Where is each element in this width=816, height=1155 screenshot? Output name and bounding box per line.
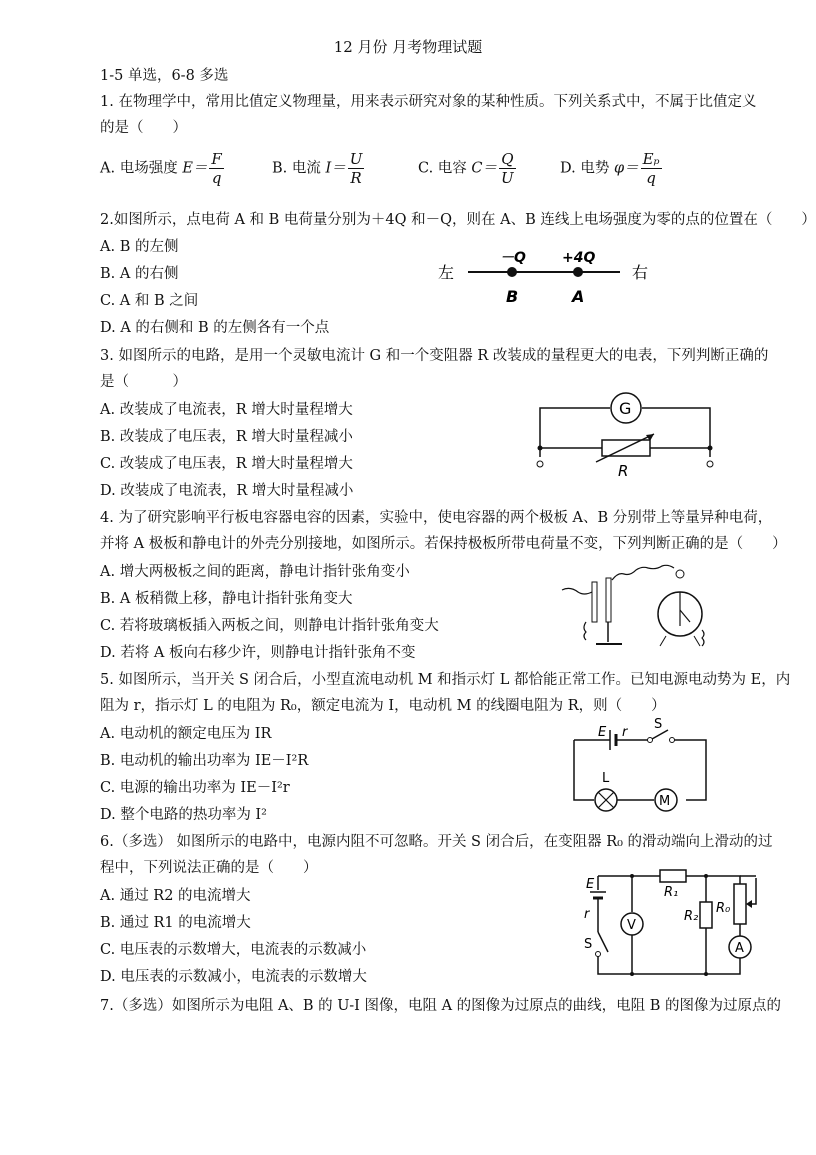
- q4-capacitor-apparatus-figure: [556, 560, 716, 650]
- page-title: 12 月份 月考物理试题: [333, 38, 483, 56]
- q1-option-b-frac: [348, 150, 365, 187]
- q1-option-b-label: B. 电流: [272, 160, 321, 177]
- q6-wire-top-right: [686, 876, 740, 884]
- q6-wire-bottom: [598, 956, 740, 974]
- q3-terminal-left-icon: [537, 461, 543, 467]
- q1-option-b-lhs: I＝: [325, 160, 346, 177]
- q6-option-d: D. 电压表的示数减小，电流表的示数增大: [100, 969, 367, 985]
- q1-option-c-num: Q: [501, 150, 514, 168]
- q4-option-b: B. A 板稍微上移，静电计指针张角变大: [100, 591, 353, 607]
- q6-r0-label: R₀: [716, 901, 731, 916]
- q1-stem-line1: 1. 在物理学中，常用比值定义物理量，用来表示研究对象的某种性质。下列关系式中，不属于比值定义: [100, 94, 757, 110]
- q4-option-a: A. 增大两极板之间的距离，静电计指针张角变小: [100, 564, 410, 580]
- q5-switch-contact: [670, 738, 675, 743]
- q5-switch-label: S: [654, 717, 663, 732]
- q1-option-b-num: U: [349, 150, 363, 168]
- q6-r1-label: R₁: [664, 885, 679, 900]
- q1-option-a-lhs: E＝: [182, 160, 208, 177]
- q6-option-a: A. 通过 R2 的电流增大: [100, 888, 251, 904]
- q3-node-right: [708, 446, 713, 451]
- q4-option-d: D. 若将 A 板向右移少许，则静电计指针张角不变: [100, 645, 416, 661]
- q1-option-d-num: Eₚ: [642, 150, 660, 168]
- q6-node-1: [630, 874, 634, 878]
- q5-option-d: D. 整个电路的热功率为 I²: [100, 807, 267, 823]
- q6-resistor-r2-icon: [700, 902, 712, 928]
- q1-option-b-den: R: [350, 169, 362, 187]
- q5-option-a: A. 电动机的额定电压为 IR: [100, 726, 272, 742]
- q3-circuit-figure: [530, 392, 720, 482]
- q1-option-d-frac: [641, 150, 662, 187]
- q6-switch-label: S: [584, 937, 593, 952]
- q5-lamp-label: L: [602, 771, 610, 786]
- q1-option-a-label: A. 电场强度: [100, 160, 178, 177]
- q2-charge-b-value: －Q: [500, 250, 526, 266]
- q4-ground-wire-left: [584, 622, 586, 640]
- q6-ammeter-label: A: [735, 941, 744, 956]
- q1-option-b: [272, 150, 366, 187]
- q3-wire-top-right: [642, 408, 710, 457]
- q1-option-c: [418, 150, 518, 187]
- q1-option-c-label: C. 电容: [418, 160, 467, 177]
- q6-resistor-r1-icon: [660, 870, 686, 882]
- q6-option-b: B. 通过 R1 的电流增大: [100, 915, 251, 931]
- q3-option-d: D. 改装成了电流表，R 增大时量程减小: [100, 483, 354, 499]
- instruction: 1-5 单选，6-8 多选: [100, 68, 229, 84]
- q4-plate-a-icon: [592, 582, 597, 622]
- q6-stem-line1: 6.（多选） 如图所示的电路中，电源内阻不可忽略。开关 S 闭合后，在变阻器 R₀ 的滑动端向上滑动的过: [100, 834, 773, 850]
- q3-option-a: A. 改装成了电流表，R 增大时量程增大: [100, 402, 353, 418]
- q1-option-c-frac: [499, 150, 516, 187]
- q6-voltmeter-label: V: [627, 918, 636, 933]
- q1-option-a-frac: [209, 150, 223, 187]
- q5-emf-label: E: [598, 725, 607, 740]
- q2-charge-b-dot: [507, 267, 517, 277]
- q3-rheostat-label: R: [618, 462, 629, 480]
- q5-stem-line2: 阻为 r，指示灯 L 的电阻为 R₀，额定电流为 I，电动机 M 的线圈电阻为 R，则（ ）: [100, 698, 666, 714]
- q6-node-3: [630, 972, 634, 976]
- q2-stem: 2.如图所示，点电荷 A 和 B 电荷量分别为＋4Q 和－Q，则在 A、B 连线上电场强度为零的点的位置在（ ）: [100, 212, 816, 228]
- q1-option-a-den: q: [211, 169, 222, 187]
- q2-right-label: 右: [632, 263, 649, 282]
- q5-option-b: B. 电动机的输出功率为 IE－I²R: [100, 753, 309, 769]
- q3-stem-line2: 是（ ）: [100, 374, 187, 390]
- q4-option-c: C. 若将玻璃板插入两板之间，则静电计指针张角变大: [100, 618, 439, 634]
- q3-galvanometer-label: G: [619, 399, 632, 418]
- q1-option-d-lhs: φ＝: [613, 160, 639, 177]
- q4-electrometer-needle: [680, 610, 690, 622]
- q3-stem-line1: 3. 如图所示的电路，是用一个灵敏电流计 G 和一个变阻器 R 改装成的量程更大的电表，下列判断正确的: [100, 348, 769, 364]
- q6-switch-blade: [598, 932, 608, 952]
- q3-option-c: C. 改装成了电压表，R 增大时量程增大: [100, 456, 353, 472]
- q5-option-c: C. 电源的输出功率为 IE－I²r: [100, 780, 290, 796]
- q1-option-c-lhs: C＝: [471, 160, 498, 177]
- q4-hand-icon: [562, 588, 592, 594]
- q2-charge-a-value: +4Q: [562, 250, 596, 266]
- q1-option-c-den: U: [501, 169, 514, 187]
- q6-node-2: [704, 874, 708, 878]
- q5-wire-left: [574, 740, 594, 800]
- q2-point-b: B: [506, 287, 519, 306]
- q3-wire-top-left: [540, 408, 610, 457]
- q4-connecting-wire: [612, 565, 674, 580]
- q1-stem-line2: 的是（ ）: [100, 120, 187, 136]
- q3-rheostat-arrow: [596, 434, 654, 462]
- q6-emf-label: E: [586, 877, 595, 892]
- q5-internal-r-label: r: [622, 725, 628, 740]
- q6-rheostat-arrowhead: [746, 900, 752, 908]
- q6-circuit-figure: [580, 862, 780, 982]
- q2-left-label: 左: [438, 263, 455, 282]
- q2-point-a: A: [572, 287, 585, 306]
- q1-option-d-label: D. 电势: [560, 160, 610, 177]
- q5-motor-label: M: [659, 794, 671, 809]
- q2-charge-a-dot: [573, 267, 583, 277]
- q6-internal-r-label: r: [584, 907, 590, 922]
- q4-electrometer-knob-icon: [676, 570, 684, 578]
- q1-option-a-num: F: [211, 150, 222, 168]
- q6-rheostat-r0-icon: [734, 884, 746, 924]
- q5-circuit-figure: [566, 718, 716, 818]
- q2-charges-figure: [430, 242, 660, 312]
- q4-plate-b-icon: [606, 578, 611, 622]
- q6-switch-contact: [596, 952, 601, 957]
- q4-ground-wire-right: [702, 630, 704, 646]
- q6-stem-line2: 程中，下列说法正确的是（ ）: [100, 860, 318, 876]
- q7-stem-line1: 7.（多选）如图所示为电阻 A、B 的 U-I 图像，电阻 A 的图像为过原点的曲线，电阻 B 的图像为过原点的: [100, 998, 782, 1014]
- q1-option-d-den: q: [646, 169, 656, 187]
- q4-electrometer-leg-right: [694, 636, 700, 646]
- q5-switch-pivot: [648, 738, 653, 743]
- q2-option-a: A. B 的左侧: [100, 239, 179, 255]
- q5-wire-right: [674, 740, 706, 800]
- q6-r2-label: R₂: [684, 909, 699, 924]
- q4-stem-line1: 4. 为了研究影响平行板电容器电容的因素，实验中，使电容器的两个极板 A、B 分别带上等量异种电荷，: [100, 510, 773, 526]
- q6-node-4: [704, 972, 708, 976]
- q3-terminal-right-icon: [707, 461, 713, 467]
- q6-option-c: C. 电压表的示数增大，电流表的示数减小: [100, 942, 367, 958]
- q2-option-d: D. A 的右侧和 B 的左侧各有一个点: [100, 320, 330, 336]
- q3-option-b: B. 改装成了电压表，R 增大时量程减小: [100, 429, 353, 445]
- q2-option-c: C. A 和 B 之间: [100, 293, 199, 309]
- q2-option-b: B. A 的右侧: [100, 266, 179, 282]
- q1-option-a: [100, 150, 226, 187]
- q5-stem-line1: 5. 如图所示，当开关 S 闭合后，小型直流电动机 M 和指示灯 L 都恰能正常工作。已知电源电动势为 E，内: [100, 672, 791, 688]
- q4-electrometer-leg-left: [660, 636, 666, 646]
- q3-node-left: [538, 446, 543, 451]
- q4-stem-line2: 并将 A 极板和静电计的外壳分别接地，如图所示。若保持极板所带电荷量不变，下列判断正确的是（ ）: [100, 536, 787, 552]
- q1-option-d: [560, 150, 664, 187]
